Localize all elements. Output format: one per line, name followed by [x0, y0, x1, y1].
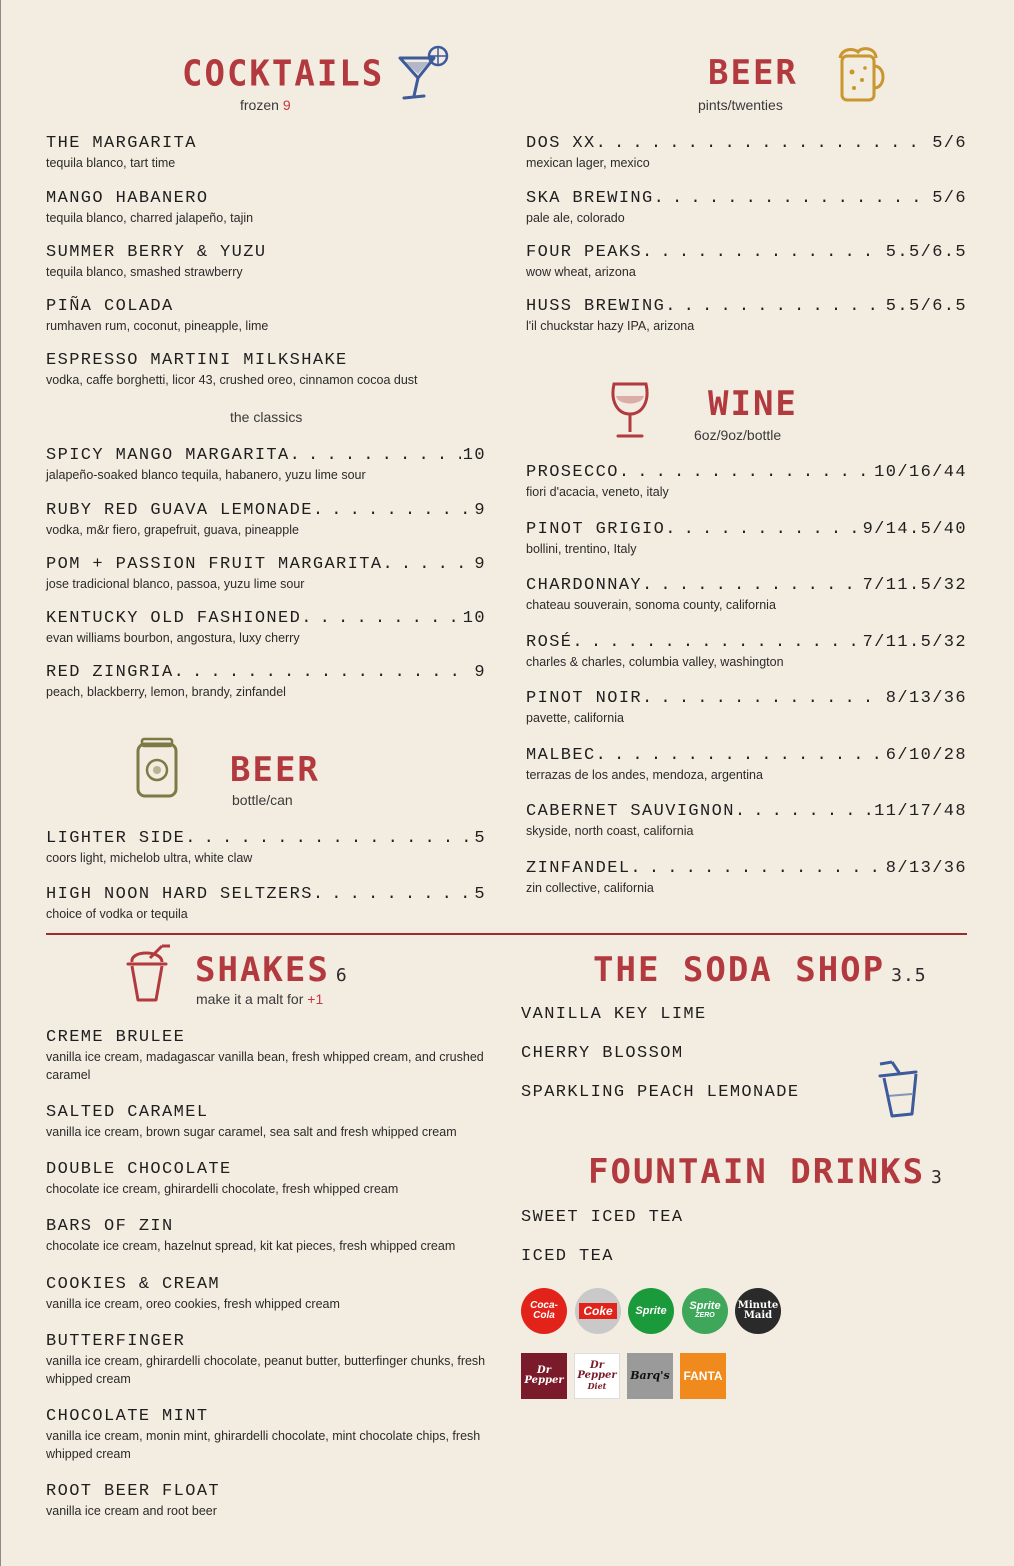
sprite-zero-logo: Sprite ZERO	[682, 1288, 728, 1334]
soda-cup-icon	[872, 1060, 928, 1122]
wine-subtitle: 6oz/9oz/bottle	[694, 427, 782, 443]
dr-pepper-logo: Dr Pepper	[521, 1353, 567, 1399]
list-item: SALTED CARAMEL vanilla ice cream, brown sugar caramel, sea salt and fresh whipped cream	[46, 1103, 457, 1139]
list-item: ROSÉ . . . 7/11.5/32 charles & charles, columbia valley, washington	[526, 633, 967, 671]
list-item: SKA BREWING . . . 5/6 pale ale, colorado	[526, 189, 967, 227]
list-item: CREME BRULEE vanilla ice cream, madagascar vanilla bean, fresh whipped cream, and crushed caramel	[46, 1028, 484, 1082]
list-item: CHARDONNAY . . . 7/11.5/32 chateau souverain, sonoma county, california	[526, 576, 967, 614]
list-item: PINOT GRIGIO . . . 9/14.5/40 bollini, trentino, Italy	[526, 520, 967, 558]
list-item: PINOT NOIR . . . 8/13/36 pavette, california	[526, 689, 967, 727]
coke-logo: Coke	[575, 1288, 621, 1334]
shakes-subtitle: make it a malt for +1	[196, 991, 324, 1007]
shakes-heading: SHAKES 6	[195, 950, 348, 990]
soda-item: SPARKLING PEACH LEMONADE	[521, 1083, 800, 1102]
beer-mug-icon	[834, 44, 892, 106]
list-item: FOUR PEAKS . . . 5.5/6.5 wow wheat, arizona	[526, 243, 967, 281]
list-item: KENTUCKY OLD FASHIONED . . . 10 evan williams bourbon, angostura, luxy cherry	[46, 609, 486, 647]
list-item: ROOT BEER FLOAT vanilla ice cream and root beer	[46, 1482, 221, 1518]
list-item: SUMMER BERRY & YUZU tequila blanco, smashed strawberry	[46, 243, 267, 279]
list-item: RUBY RED GUAVA LEMONADE . . . 9 vodka, m&r fiero, grapefruit, guava, pineapple	[46, 501, 486, 539]
list-item: POM + PASSION FRUIT MARGARITA . . . 9 jose tradicional blanco, passoa, yuzu lime sour	[46, 555, 486, 593]
soda-shop-heading: THE SODA SHOP 3.5	[593, 950, 927, 990]
page-edge	[0, 0, 1, 1566]
list-item: BARS OF ZIN chocolate ice cream, hazelnut spread, kit kat pieces, fresh whipped cream	[46, 1217, 456, 1253]
coca-cola-logo: Coca-Cola	[521, 1288, 567, 1334]
list-item: ZINFANDEL . . . 8/13/36 zin collective, california	[526, 859, 967, 897]
list-item: SPICY MANGO MARGARITA . . . 10 jalapeño-soaked blanco tequila, habanero, yuzu lime sour	[46, 446, 486, 484]
list-item: DOS XX . . . 5/6 mexican lager, mexico	[526, 134, 967, 172]
beer-pints-subtitle: pints/twenties	[698, 97, 783, 113]
list-item: COOKIES & CREAM vanilla ice cream, oreo cookies, fresh whipped cream	[46, 1275, 340, 1311]
diet-dr-pepper-logo: Dr Pepper Diet	[574, 1353, 620, 1399]
soda-item: CHERRY BLOSSOM	[521, 1044, 684, 1063]
list-item: RED ZINGRIA . . . 9 peach, blackberry, lemon, brandy, zinfandel	[46, 663, 486, 701]
wine-heading: WINE	[708, 384, 798, 424]
list-item: PROSECCO . . . 10/16/44 fiori d'acacia, veneto, italy	[526, 463, 967, 501]
fanta-logo: FANTA	[680, 1353, 726, 1399]
list-item: MANGO HABANERO tequila blanco, charred jalapeño, tajin	[46, 189, 254, 225]
beer-bottle-subtitle: bottle/can	[232, 792, 293, 808]
cocktails-subtitle: frozen 9	[240, 97, 291, 113]
list-item: BUTTERFINGER vanilla ice cream, ghirardelli chocolate, peanut butter, butterfinger chunks, fresh whipped cream	[46, 1332, 486, 1386]
fountain-item: ICED TEA	[521, 1247, 614, 1266]
soda-item: VANILLA KEY LIME	[521, 1005, 707, 1024]
fountain-item: SWEET ICED TEA	[521, 1208, 684, 1227]
shake-cup-icon	[124, 944, 174, 1004]
beer-pints-heading: BEER	[708, 53, 798, 93]
list-item: PIÑA COLADA rumhaven rum, coconut, pineapple, lime	[46, 297, 269, 333]
minute-maid-logo: Minute Maid	[735, 1288, 781, 1334]
list-item: MALBEC . . . 6/10/28 terrazas de los andes, mendoza, argentina	[526, 746, 967, 784]
list-item: LIGHTER SIDE . . . 5 coors light, michelob ultra, white claw	[46, 829, 486, 867]
sprite-logo: Sprite	[628, 1288, 674, 1334]
cocktails-heading: COCKTAILS	[182, 53, 385, 95]
list-item: ESPRESSO MARTINI MILKSHAKE vodka, caffe borghetti, licor 43, crushed oreo, cinnamon cocoa dust	[46, 351, 418, 387]
list-item: DOUBLE CHOCOLATE chocolate ice cream, ghirardelli chocolate, fresh whipped cream	[46, 1160, 399, 1196]
barqs-logo: Barq's	[627, 1353, 673, 1399]
list-item: HIGH NOON HARD SELTZERS . . . 5 choice of vodka or tequila	[46, 885, 486, 923]
list-item: CHOCOLATE MINT vanilla ice cream, monin mint, ghirardelli chocolate, mint chocolate chips, fresh whipped cream	[46, 1407, 481, 1461]
list-item: CABERNET SAUVIGNON . . . 11/17/48 skyside, north coast, california	[526, 802, 967, 840]
wine-glass-icon	[606, 378, 660, 442]
fountain-heading: FOUNTAIN DRINKS 3	[588, 1152, 943, 1192]
beer-bottle-heading: BEER	[230, 750, 320, 790]
martini-glass-icon	[394, 44, 454, 104]
list-item: HUSS BREWING . . . 5.5/6.5 l'il chuckstar hazy IPA, arizona	[526, 297, 967, 335]
beer-can-icon	[130, 736, 184, 802]
list-item: THE MARGARITA tequila blanco, tart time	[46, 134, 197, 170]
classics-label: the classics	[230, 409, 303, 425]
section-divider	[46, 933, 967, 935]
